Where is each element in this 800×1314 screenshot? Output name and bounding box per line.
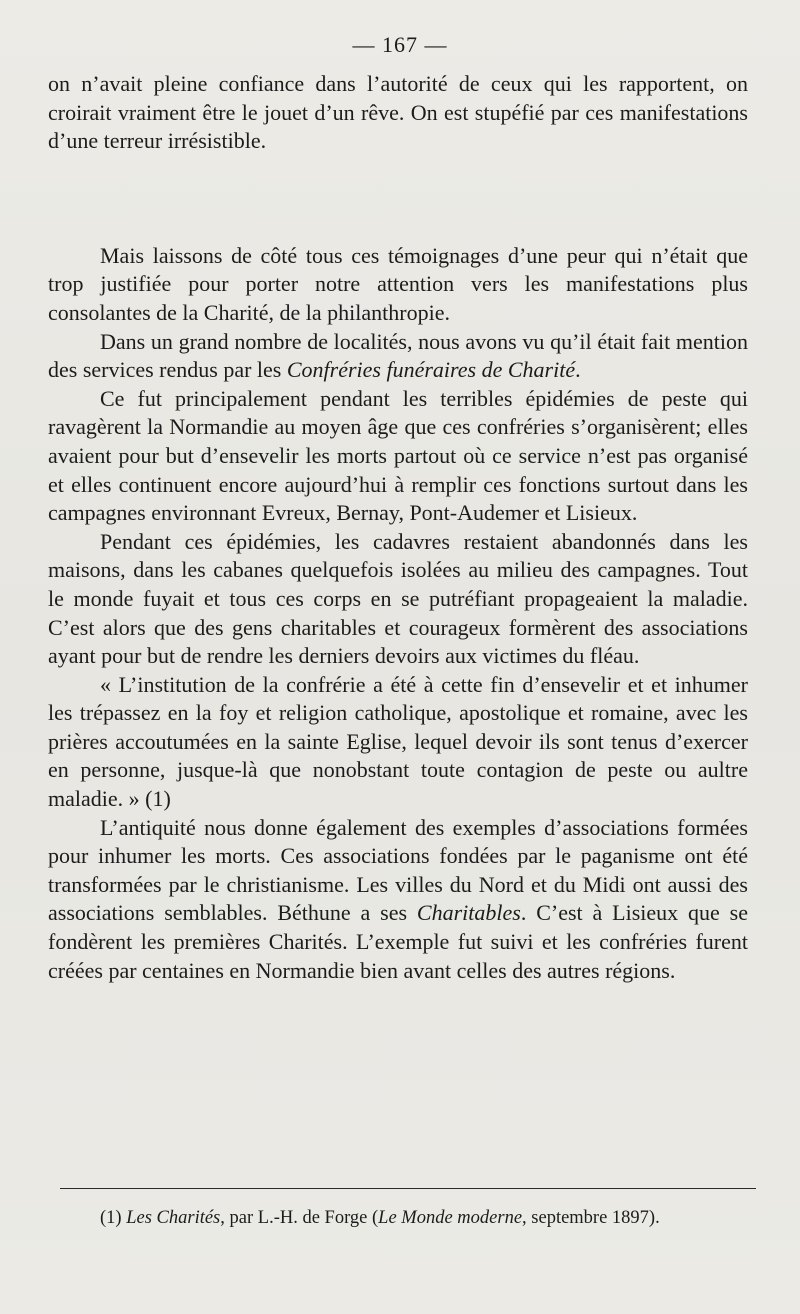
footnote-text: , par L.-H. de Forge ( (220, 1208, 379, 1228)
footnote-marker: (1) (100, 1208, 122, 1228)
italic-term-charitables: Charitables (416, 900, 521, 926)
paragraph-text: . (575, 357, 581, 383)
footnote-title: Les Charités (126, 1208, 221, 1228)
footnote (60, 1206, 756, 1230)
paragraph-text: L’antiquité nous donne également des exemples d’associations formées pour inhumer les morts. Ces associations fondées par le paganisme ont été transformées par le christianisme. Les villes du Nord et du Midi ont aussi des associations semblables. Béthune a ses (48, 814, 748, 926)
paragraph-continuation: on n’avait pleine confiance dans l’autorité de ceux qui les rapportent, on croirait vraiment être le jouet d’un rêve. On est stupéfié par ces manifestations d’une terreur irrésistible. (48, 71, 748, 154)
footnote-source: Le Monde moderne (378, 1208, 523, 1228)
paragraph-text: Dans un grand nombre de localités, nous avons vu qu’il était fait mention des services rendus par les (48, 328, 748, 383)
paragraph-confreries-mention (48, 328, 748, 385)
italic-term-confreries: Confréries funéraires de Charité (286, 357, 576, 383)
paragraph-antiquity (48, 814, 748, 986)
paragraph-institution-quote: « L’institution de la confrérie a été à cette fin d’ensevelir et et inhumer les trépassez en la foy et religion catholique, apostolique et romaine, avec les prières accoutumées en la sainte Eglise, lequel devoir ils sont tenus d’exercer en personne, jusque-là que nonobstant toute contagion de peste ou aultre maladie. » (1) (48, 671, 748, 812)
body-text (48, 70, 748, 985)
page-number: — 167 — (352, 32, 448, 57)
footnote-text: , septembre 1897). (522, 1208, 660, 1228)
paragraph-abandoned-corpses: Pendant ces épidémies, les cadavres restaient abandonnés dans les maisons, dans les cabanes quelquefois isolées au milieu des campagnes. Tout le monde fuyait et tous ces corps en se putréfiant propageaient la maladie. C’est alors que des gens charitables et courageux formèrent des associations ayant pour but de rendre les derniers devoirs aux victimes du fléau. (48, 528, 748, 669)
footnote-divider (60, 1188, 756, 1189)
paragraph-text: . C’est à Lisieux que se fondèrent les premières Charités. L’exemple fut suivi et les confréries furent créées par centaines en Normandie bien avant celles des autres régions. (48, 900, 748, 983)
paragraph-epidemics-origin: Ce fut principalement pendant les terribles épidémies de peste qui ravagèrent la Normandie au moyen âge que ces confréries s’organisèrent; elles avaient pour but d’ensevelir les morts partout où ce service n’est pas organisé et elles continuent encore aujourd’hui à remplir ces fonctions surtout dans les campagnes environnant Evreux, Bernay, Pont-Audemer et Lisieux. (48, 385, 748, 526)
paragraph-testimonies: Mais laissons de côté tous ces témoignages d’une peur qui n’était que trop justifiée pour porter notre attention vers les manifestations plus consolantes de la Charité, de la philanthropie. (48, 242, 748, 325)
